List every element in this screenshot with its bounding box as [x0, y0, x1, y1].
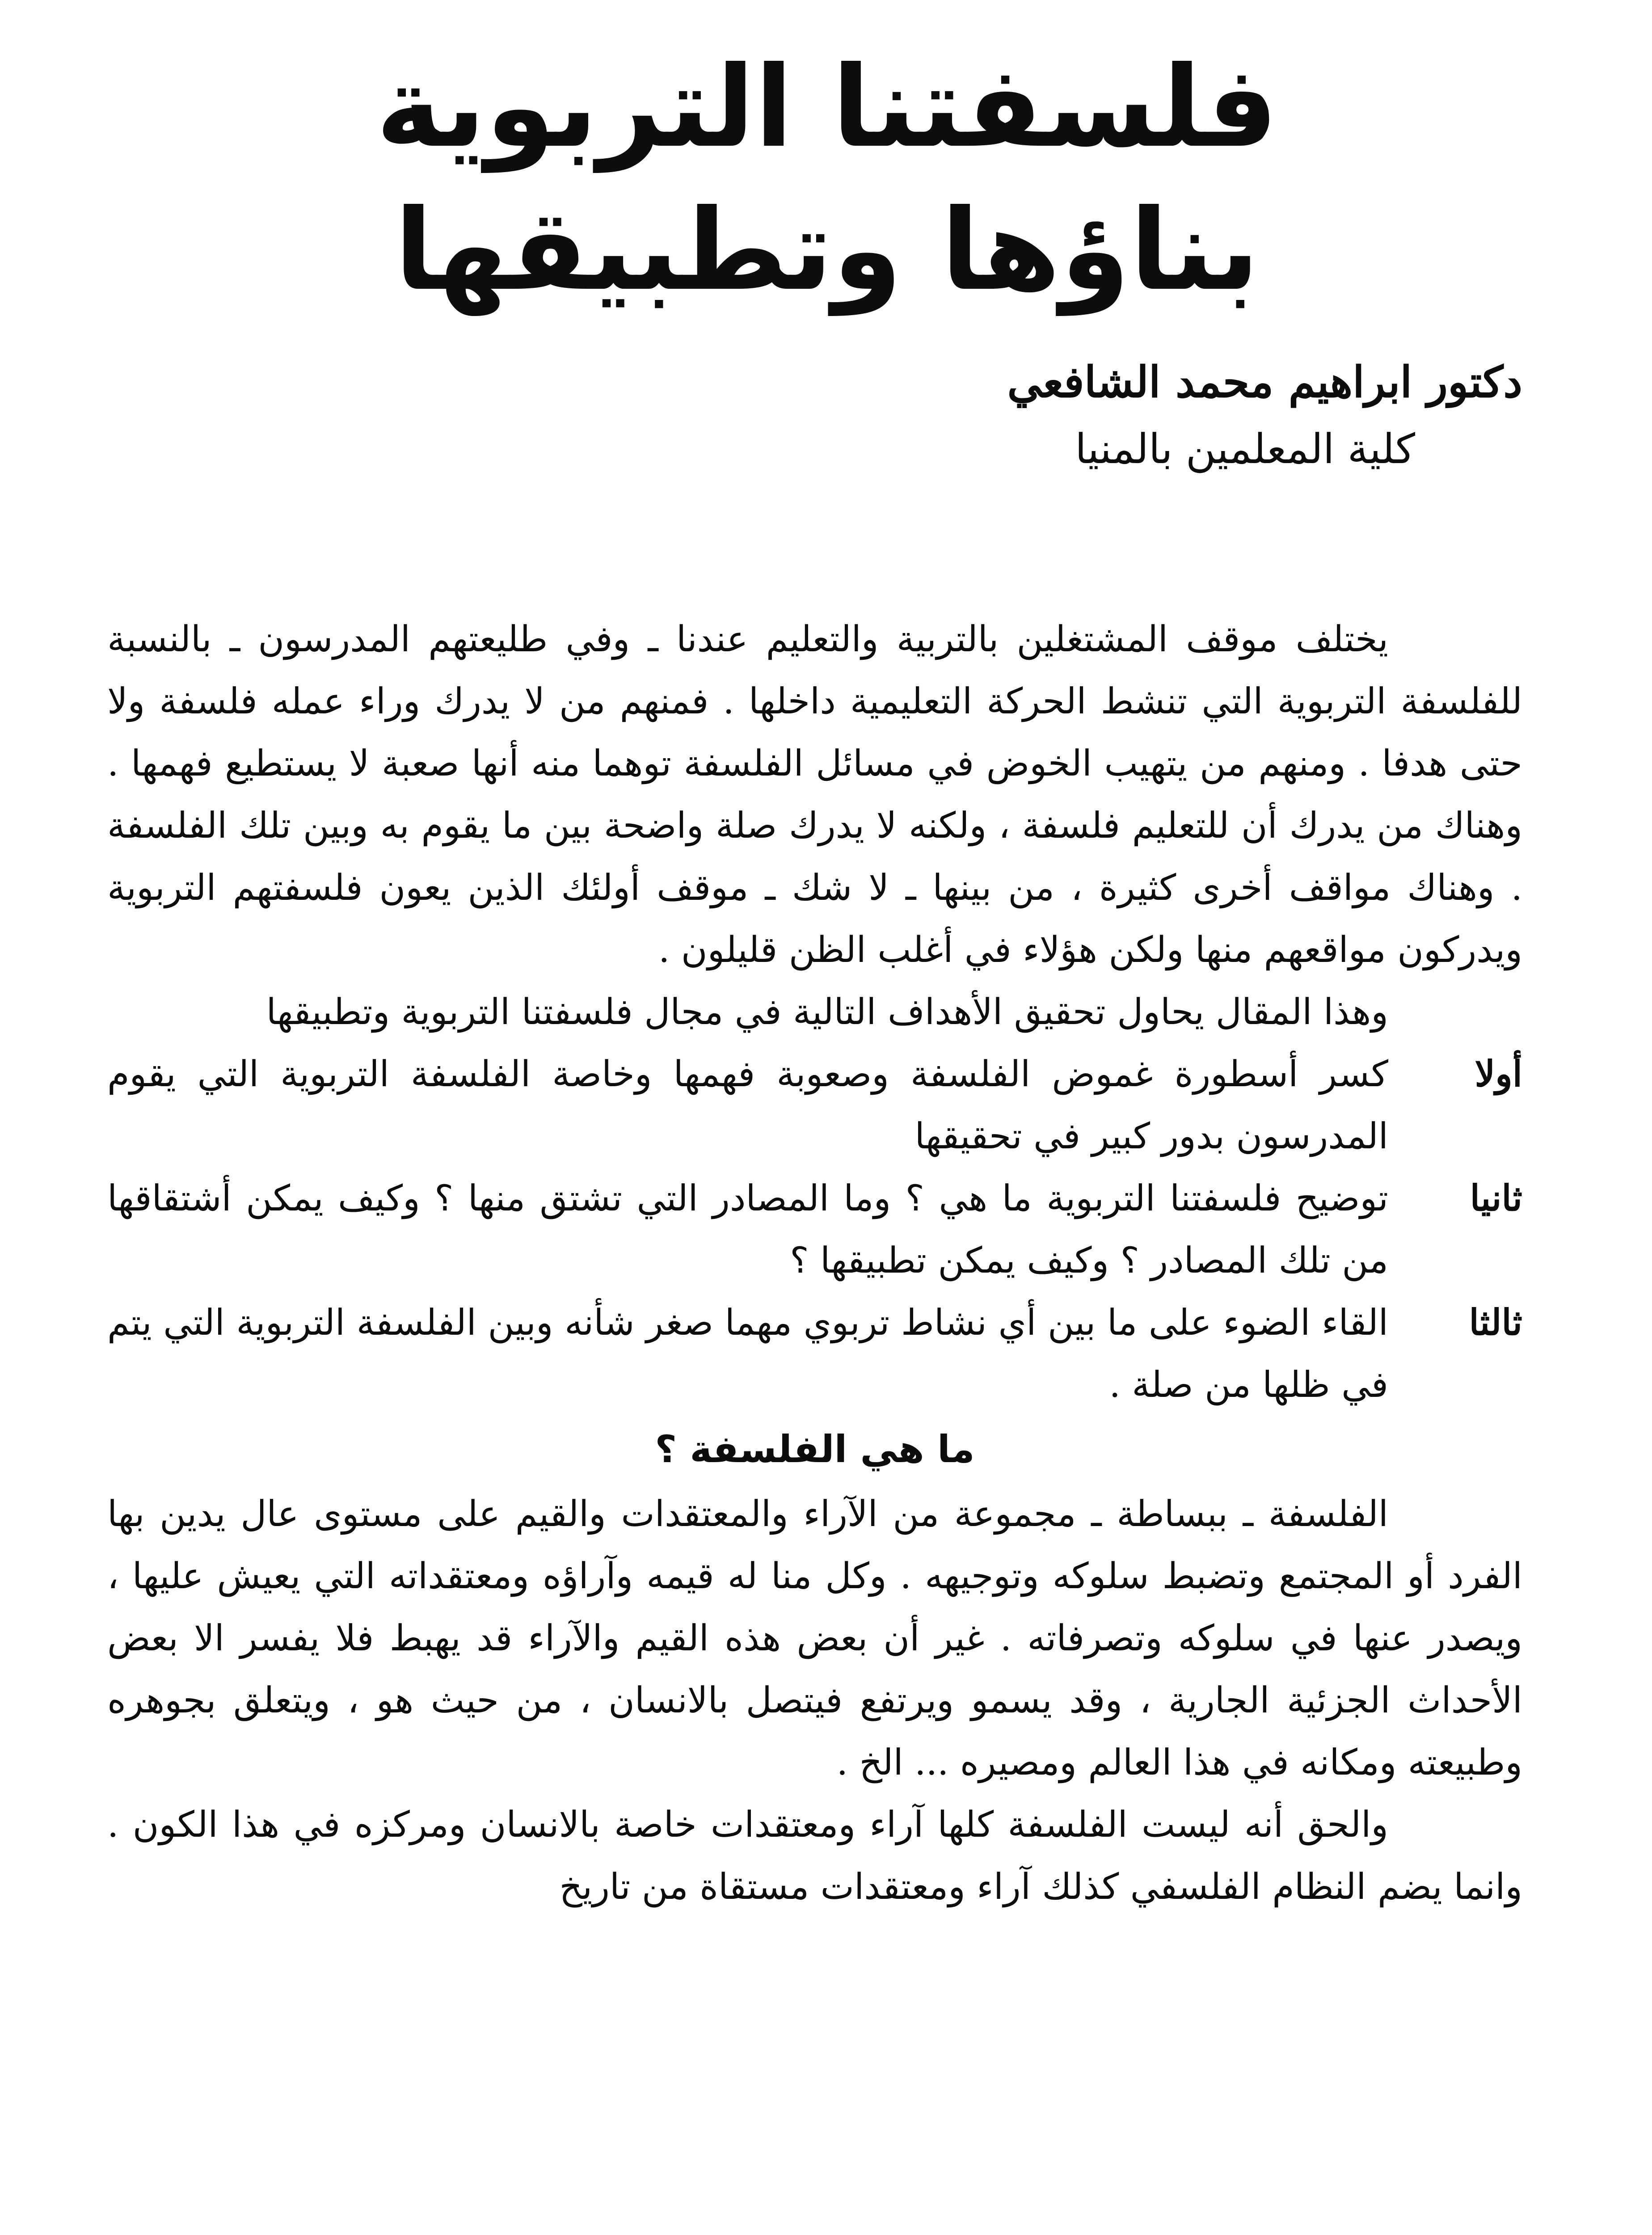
article-title-line-2: بناؤها وتطبيقها	[394, 185, 1260, 315]
goal-item-1	[107, 1043, 1522, 1167]
goal-label: ثانيا	[1470, 1177, 1522, 1219]
goal-label: أولا	[1475, 1053, 1522, 1095]
article-body	[107, 608, 1522, 1918]
goal-item-2	[107, 1167, 1522, 1291]
philosophy-paragraph-1: الفلسفة ـ ببساطة ـ مجموعة من الآراء والمعتقدات والقيم على مستوى عال يدين بها الفرد أو المجتمع وتضبط سلوكه وتوجيهه . وكل منا له قيمه وآراؤه ومعتقداته التي يعيش عليها ، ويصدر عنها في سلوكه وتصرفاته . غير أن بعض هذه القيم والآراء قد يهبط فلا يفسر الا بعض الأحداث الجزئية الجارية ، وقد يسمو ويرتفع فيتصل بالانسان ، من حيث هو ، ويتعلق بجوهره وطبيعته ومكانه في هذا العالم ومصيره ... الخ .	[107, 1493, 1522, 1783]
goals-intro-paragraph: وهذا المقال يحاول تحقيق الأهداف التالية في مجال فلسفتنا التربوية وتطبيقها	[266, 991, 1388, 1033]
intro-paragraph: يختلف موقف المشتغلين بالتربية والتعليم عندنا ـ وفي طليعتهم المدرسون ـ بالنسبة للفلسفة التربوية التي تنشط الحركة التعليمية داخلها . فمنهم من لا يدرك وراء عمله فلسفة ولا حتى هدفا . ومنهم من يتهيب الخوض في مسائل الفلسفة توهما منه أنها صعبة لا يستطيع فهمها . وهناك من يدرك أن للتعليم فلسفة ، ولكنه لا يدرك صلة واضحة بين ما يقوم به وبين تلك الفلسفة . وهناك مواقف أخرى كثيرة ، من بينها ـ لا شك ـ موقف أولئك الذين يعون فلسفتهم التربوية ويدركون مواقعهم منها ولكن هؤلاء في أغلب الظن قليلون .	[107, 618, 1523, 970]
goal-text: القاء الضوء على ما بين أي نشاط تربوي مهما صغر شأنه وبين الفلسفة التربوية التي يتم في ظلها من صلة .	[107, 1302, 1388, 1405]
article-title-line-1: فلسفتنا التربوية	[375, 42, 1278, 172]
philosophy-paragraph-2: والحق أنه ليست الفلسفة كلها آراء ومعتقدات خاصة بالانسان ومركزه في هذا الكون . وانما يضم النظام الفلسفي كذلك آراء ومعتقدات مستقاة من تاريخ	[107, 1804, 1522, 1907]
author-affiliation: كلية المعلمين بالمنيا	[1075, 425, 1415, 473]
goal-label: ثالثا	[1469, 1301, 1522, 1343]
author-name: دكتور ابراهيم محمد الشافعي	[1007, 357, 1522, 407]
goal-item-3	[107, 1291, 1522, 1416]
section-heading: ما هي الفلسفة ؟	[655, 1427, 975, 1471]
goal-text: توضيح فلسفتنا التربوية ما هي ؟ وما المصادر التي تشتق منها ؟ وكيف يمكن أشتقاقها من تلك المصادر ؟ وكيف يمكن تطبيقها ؟	[107, 1177, 1388, 1281]
goal-text: كسر أسطورة غموض الفلسفة وصعوبة فهمها وخاصة الفلسفة التربوية التي يقوم المدرسون بدور كبير في تحقيقها	[107, 1053, 1388, 1157]
